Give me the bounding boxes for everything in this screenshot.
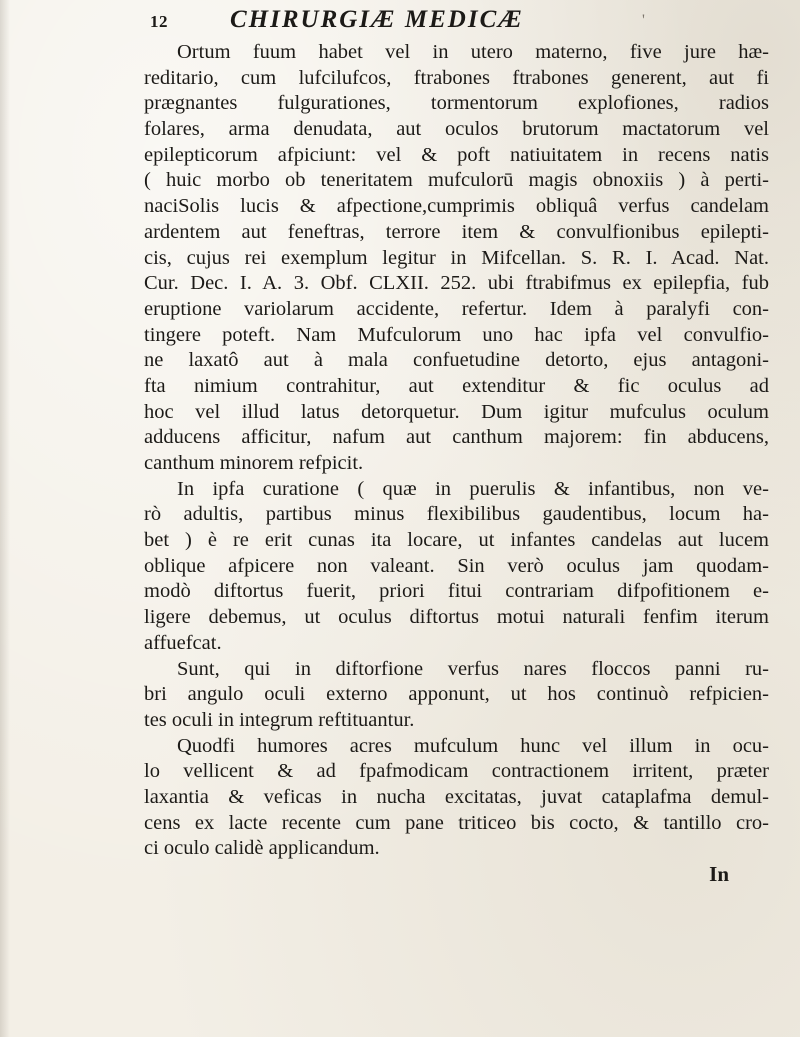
body-text: [144, 40, 769, 888]
text-line: hoc vel illud latus detorquetur. Dum igitur mufculus oculum: [144, 400, 769, 423]
text-line: oblique afpicere non valeant. Sin verò oculus jam quodam-: [144, 554, 769, 577]
page-mark: ': [642, 12, 645, 29]
text-line: folares, arma denudata, aut oculos brutorum mactatorum vel: [144, 118, 769, 141]
text-line: Quodfi humores acres mufculum hunc vel illum in ocu-: [177, 734, 769, 757]
text-line: canthum minorem refpicit.: [144, 452, 364, 474]
text-line: fta nimium contrahitur, aut extenditur & fic oculus ad: [144, 374, 769, 397]
text-line: bet ) è re erit cunas ita locare, ut infantes candelas aut lucem: [144, 529, 769, 552]
catchword-line: [144, 862, 769, 888]
text-line: Sunt, qui in diftorfione verfus nares floccos panni ru-: [177, 657, 769, 680]
text-line: ardentem aut feneftras, terrore item & convulfionibus epilepti-: [144, 220, 769, 243]
text-line: prægnantes fulgurationes, tormentorum explofiones, radios: [144, 92, 769, 115]
text-line: ligere debemus, ut oculus diftortus motui naturali fenfim iterum: [144, 606, 769, 629]
text-line: tingere poteft. Nam Mufculorum uno hac ipfa vel convulfio-: [144, 323, 769, 346]
running-title: CHIRURGIÆ MEDICÆ: [230, 6, 524, 33]
text-line: affuefcat.: [144, 631, 222, 654]
catchword: In: [709, 862, 729, 886]
text-line: reditario, cum lufcilufcos, ftrabones ftrabones generent, aut fi: [144, 66, 769, 89]
text-line: cens ex lacte recente cum pane triticeo bis cocto, & tantillo cro-: [144, 811, 769, 834]
page-number: 12: [150, 12, 168, 31]
text-line: ne laxatô aut à mala confuetudine detorto, ejus antagoni-: [144, 349, 769, 372]
text-line: ci oculo calidè applicandum.: [144, 837, 380, 860]
text-line: bri angulo oculi externo apponunt, ut hos continuò refpicien-: [144, 683, 769, 706]
text-line: lo vellicent & ad fpafmodicam contractionem irritent, præter: [144, 760, 769, 783]
text-line: epilepticorum afpiciunt: vel & poft natiuitatem in recens natis: [144, 143, 769, 166]
text-line: modò diftortus fuerit, priori fitui contrariam difpofitionem e-: [144, 580, 769, 603]
text-line: eruptione variolarum accidente, refertur. Idem à paralyfi con-: [144, 297, 769, 320]
text-line: ( huic morbo ob teneritatem mufculorū magis obnoxiis ) à perti-: [144, 169, 769, 192]
page-header: [150, 6, 750, 40]
text-line: cis, cujus rei exemplum legitur in Mifcellan. S. R. I. Acad. Nat.: [144, 246, 769, 269]
page-fold-shadow: [0, 0, 10, 1037]
text-line: laxantia & veficas in nucha excitatas, juvat cataplafma demul-: [144, 785, 769, 808]
text-line: naciSolis lucis & afpectione,cumprimis obliquâ verfus candelam: [144, 195, 769, 218]
text-line: tes oculi in integrum reftituantur.: [144, 708, 415, 731]
text-line: In ipfa curatione ( quæ in puerulis & infantibus, non ve-: [177, 477, 769, 500]
text-line: rò adultis, partibus minus flexibilibus gaudentibus, locum ha-: [144, 503, 769, 526]
text-line: adducens afficitur, nafum aut canthum majorem: fin abducens,: [144, 426, 769, 449]
text-line: Ortum fuum habet vel in utero materno, five jure hæ-: [177, 41, 769, 63]
text-line: Cur. Dec. I. A. 3. Obf. CLXII. 252. ubi ftrabifmus ex epilepfia, fub: [144, 272, 769, 295]
